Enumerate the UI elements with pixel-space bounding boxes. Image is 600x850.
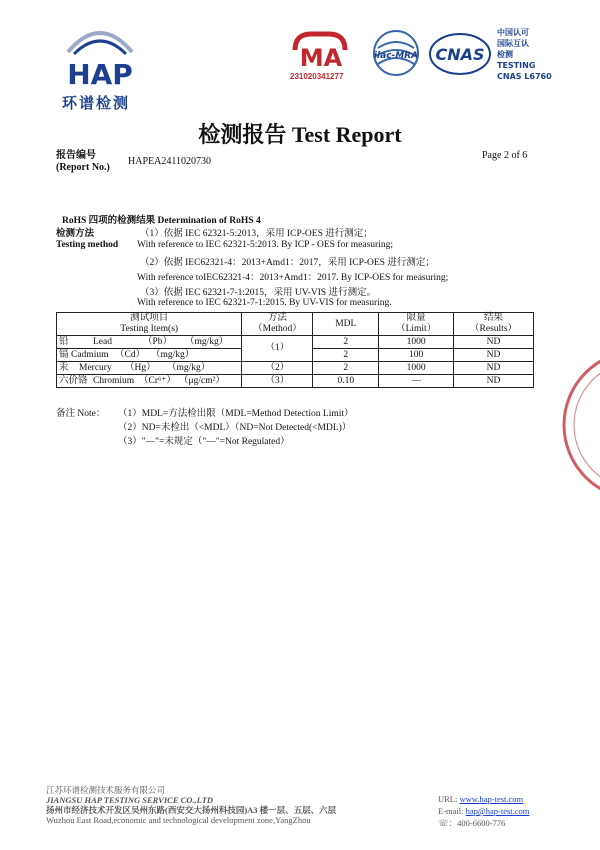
report-number: HAPEA2411020730 [128, 156, 211, 167]
website-link[interactable]: www.hap-test.com [459, 794, 524, 804]
note-item: （1）MDL=方法检出限（MDL=Method Detection Limit） [118, 409, 354, 419]
notes-label: 备注 Note： [56, 409, 106, 419]
limit-cell: 100 [379, 349, 454, 362]
footer-company-info [46, 785, 336, 825]
report-number-label-en: (Report No.) [56, 162, 110, 173]
item-cell [57, 349, 242, 362]
accred-line: 国际互认 [497, 39, 529, 48]
item-cell [57, 362, 242, 375]
result-cell: ND [454, 349, 534, 362]
results-table [56, 312, 534, 388]
table-row [57, 375, 534, 388]
table-row [57, 336, 534, 349]
item-unit: （mg/kg） [151, 349, 195, 360]
header-result-en: （Results） [470, 324, 518, 334]
header-limit-en: （Limit） [396, 324, 437, 334]
mdl-cell: 2 [313, 362, 379, 375]
footer-company-cn: 江苏环谱检测技术服务有限公司 [46, 785, 166, 795]
cnas-text: CNAS [435, 45, 485, 64]
mdl-cell: 2 [313, 349, 379, 362]
ilac-text: ilac-MRA [373, 51, 419, 61]
item-cn: 六价铬 [59, 375, 88, 386]
footer-address-cn: 扬州市经济技术开发区吴州东路(西安交大扬州科技园)A3 楼一层、五层、六层 [46, 805, 337, 815]
header-method [242, 313, 313, 336]
note-item: （2）ND=未检出（<MDL）（ND=Not Detected(<MDL)） [118, 423, 352, 433]
cnas-logo [427, 30, 493, 78]
item-en: Mercury [79, 362, 112, 373]
note-item: （3）"—"=未规定（"—"=Not Regulated） [118, 437, 290, 447]
accred-line: CNAS L6760 [497, 72, 552, 81]
header-method-cn: 方法 [267, 313, 287, 323]
phone-number: ：400-6600-776 [448, 818, 506, 828]
method-line: （2）依据 IEC62321-4：2013+Amd1：2017，采用 ICP-OES 进行测定； [140, 258, 435, 268]
item-cell [57, 375, 242, 388]
header-item-en: Testing Item(s) [120, 324, 179, 334]
method-line: With reference toIEC62321-4：2013+Amd1：2017. By ICP-OES for measuring; [137, 273, 449, 283]
header-result [454, 313, 534, 336]
item-cn: 镉 [59, 349, 69, 360]
hap-logo [60, 22, 140, 92]
item-en: Chromium [93, 375, 135, 386]
limit-cell: 1000 [379, 336, 454, 349]
email-label: E-mail: [438, 806, 464, 816]
report-number-label [56, 150, 110, 174]
phone-icon: ☏ [438, 818, 449, 828]
accreditation-text [497, 27, 552, 82]
hap-logo-text: HAP [67, 58, 133, 91]
header-result-cn: 结果 [484, 313, 504, 323]
method-label-en: Testing method [56, 240, 119, 250]
limit-cell: 1000 [379, 362, 454, 375]
item-unit: （mg/kg） [167, 362, 211, 373]
item-unit: （μg/cm²） [179, 375, 225, 386]
result-cell: ND [454, 336, 534, 349]
item-symbol: （Hg） [125, 362, 156, 373]
header-item [57, 313, 242, 336]
item-cell [57, 336, 242, 349]
limit-cell: — [379, 375, 454, 388]
accred-line: 中国认可 [497, 28, 529, 37]
hap-logo-chinese: 环谱检测 [62, 94, 131, 112]
accred-line: 检测 [497, 50, 513, 59]
report-title: 检测报告 Test Report [198, 122, 402, 147]
result-cell: ND [454, 362, 534, 375]
item-cn: 铅 [59, 336, 69, 347]
header-mdl: MDL [313, 313, 379, 336]
mdl-cell: 2 [313, 336, 379, 349]
cma-number: 231020341277 [290, 72, 344, 81]
url-label: URL: [438, 794, 458, 804]
item-cn: 汞 [59, 362, 69, 373]
email-link[interactable]: hap@hap-test.com [465, 806, 530, 816]
item-symbol: （Pb） [143, 336, 173, 347]
result-cell: ND [454, 375, 534, 388]
item-en: Cadmium [71, 349, 109, 360]
item-symbol: （Cr⁶⁺） [139, 375, 176, 386]
page-number: Page 2 of 6 [482, 150, 528, 161]
item-symbol: （Cd） [115, 349, 146, 360]
header-limit [379, 313, 454, 336]
cma-text: MA [299, 44, 343, 72]
mdl-cell: 0.10 [313, 375, 379, 388]
method-cell: （3） [242, 375, 313, 388]
header-method-en: （Method） [253, 324, 302, 334]
method-label-cn: 检测方法 [56, 229, 95, 239]
section-title: RoHS 四项的检测结果 Determination of RoHS 4 [62, 216, 261, 226]
accred-line: TESTING [497, 61, 536, 70]
footer-contact [438, 793, 529, 829]
item-en: Lead [93, 336, 112, 347]
footer-address-en: Wuzhou East Road,economic and technological development zone,YangZhou [46, 815, 311, 825]
company-stamp [558, 340, 600, 510]
method-cell: （2） [242, 362, 313, 375]
table-row [57, 362, 534, 375]
table-header-row [57, 313, 534, 336]
item-unit: （mg/kg） [185, 336, 229, 347]
method-line: With reference to IEC 62321-5:2013. By ICP - OES for measuring; [137, 240, 393, 250]
ilac-mra-logo [368, 28, 424, 78]
header-limit-cn: 限量 [406, 313, 426, 323]
method-cell: （1） [242, 336, 313, 362]
method-line: With reference to IEC 62321-7-1:2015. By UV-VIS for measuring. [137, 298, 392, 308]
report-number-label-cn: 报告编号 [56, 150, 96, 161]
method-line: （3）依据 IEC 62321-7-1:2015，采用 UV-VIS 进行测定。 [140, 288, 377, 298]
header-item-cn: 测试项目 [130, 313, 169, 323]
method-line: （1）依据 IEC 62321-5:2013，采用 ICP-OES 进行测定； [140, 229, 373, 239]
footer-company-en: JIANGSU HAP TESTING SERVICE CO.,LTD [46, 795, 214, 805]
